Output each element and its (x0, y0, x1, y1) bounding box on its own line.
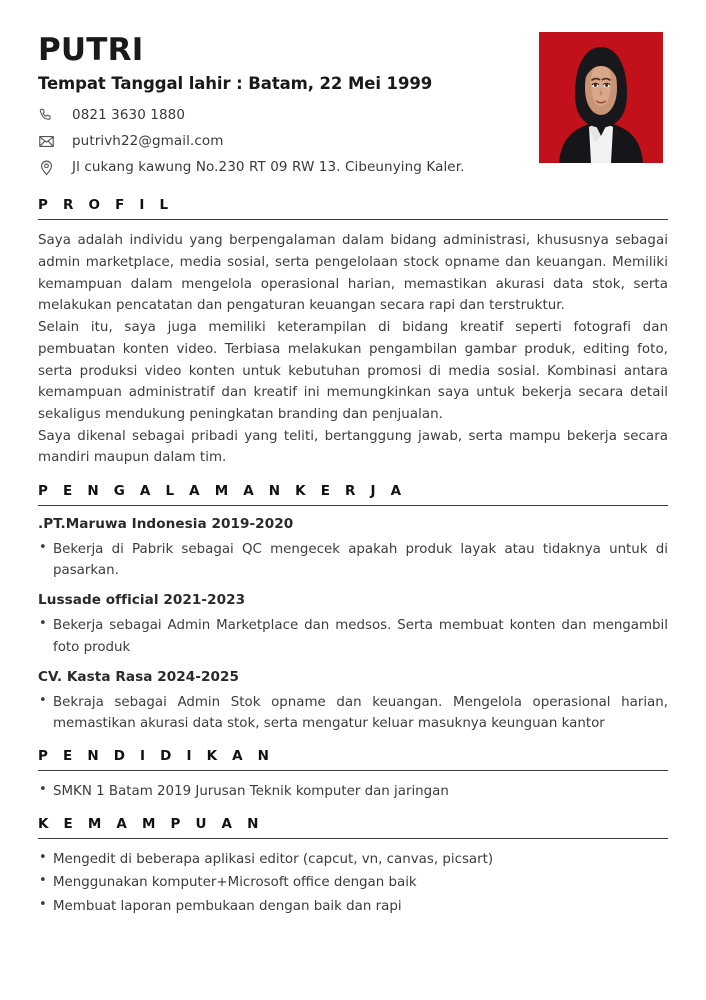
section-title-profile: P R O F I L (38, 197, 174, 214)
experience-item (38, 669, 668, 734)
address-value: Jl cukang kawung No.230 RT 09 RW 13. Cibeunying Kaler. (72, 158, 465, 175)
header-text-block (38, 32, 539, 183)
email-value: putrivh22@gmail.com (72, 132, 224, 149)
phone-icon (38, 105, 60, 125)
list-item: • Menggunakan komputer+Microsoft office dengan baik (38, 872, 668, 893)
section-experience (38, 483, 668, 734)
profile-paragraph: Saya adalah individu yang berpengalaman dalam bidang administrasi, khususnya sebagai admin marketplace, media sosial, serta pengelolaan stock opname dan keuangan. Memiliki kemampuan dalam mengelola operasional harian, memastikan akurasi data stok, serta melakukan pencatatan dan pengaturan keuangan secara rapi dan terstruktur. (38, 233, 668, 314)
job-bullets (38, 615, 668, 657)
list-item: • Membuat laporan pembukaan dengan baik dan rapi (38, 896, 668, 917)
list-item: • Bekraja sebagai Admin Stok opname dan keuangan. Mengelola operasional harian, memastikan akurasi data stok, serta mengatur keluar masuknya keunguan kantor (38, 692, 668, 734)
section-title-skills: K E M A M P U A N (38, 816, 264, 833)
education-list (38, 781, 668, 802)
section-profile (38, 197, 668, 469)
section-title-education: P E N D I D I K A N (38, 748, 275, 765)
page-title: PUTRI (38, 32, 144, 68)
contact-list (38, 105, 539, 177)
list-item: • Bekerja di Pabrik sebagai QC mengecek apakah produk layak atau tidaknya untuk di pasarkan. (38, 539, 668, 581)
job-title: Lussade official 2021-2023 (38, 592, 246, 609)
divider (38, 838, 668, 839)
job-bullets (38, 539, 668, 581)
contact-email (38, 131, 539, 151)
profile-photo (539, 32, 663, 163)
phone-value: 0821 3630 1880 (72, 106, 186, 123)
birth-info: Tempat Tanggal lahir : Batam, 22 Mei 1999 (38, 73, 433, 93)
job-title: .PT.Maruwa Indonesia 2019-2020 (38, 516, 294, 533)
divider (38, 219, 668, 220)
section-skills (38, 816, 668, 917)
divider (38, 770, 668, 771)
contact-phone (38, 105, 539, 125)
job-title: CV. Kasta Rasa 2024-2025 (38, 668, 239, 685)
section-title-experience: P E N G A L A M A N K E R J A (38, 483, 407, 500)
experience-item (38, 516, 668, 581)
section-education (38, 748, 668, 802)
list-item: • SMKN 1 Batam 2019 Jurusan Teknik komputer dan jaringan (38, 781, 668, 802)
job-bullets (38, 692, 668, 734)
profile-paragraph: Selain itu, saya juga memiliki keterampilan di bidang kreatif seperti fotografi dan pembuatan konten video. Terbiasa melakukan pengambilan gambar produk, editing foto, serta produksi video konten untuk kebutuhan promosi di media sosial. Kombinasi antara kemampuan administratif dan kreatif ini memungkinkan saya untuk bekerja secara detail sekaligus mendukung peningkatan branding dan penjualan. (38, 320, 668, 422)
experience-item (38, 592, 668, 657)
divider (38, 505, 668, 506)
list-item: • Mengedit di beberapa aplikasi editor (capcut, vn, canvas, picsart) (38, 849, 668, 870)
email-icon (38, 131, 60, 151)
cv-header (38, 32, 668, 183)
location-icon (38, 157, 60, 177)
list-item: • Bekerja sebagai Admin Marketplace dan medsos. Serta membuat konten dan mengambil foto produk (38, 615, 668, 657)
contact-address (38, 157, 539, 177)
skills-list (38, 849, 668, 917)
profile-paragraph: Saya dikenal sebagai pribadi yang teliti, bertanggung jawab, serta mampu bekerja secara mandiri maupun dalam tim. (38, 428, 668, 466)
